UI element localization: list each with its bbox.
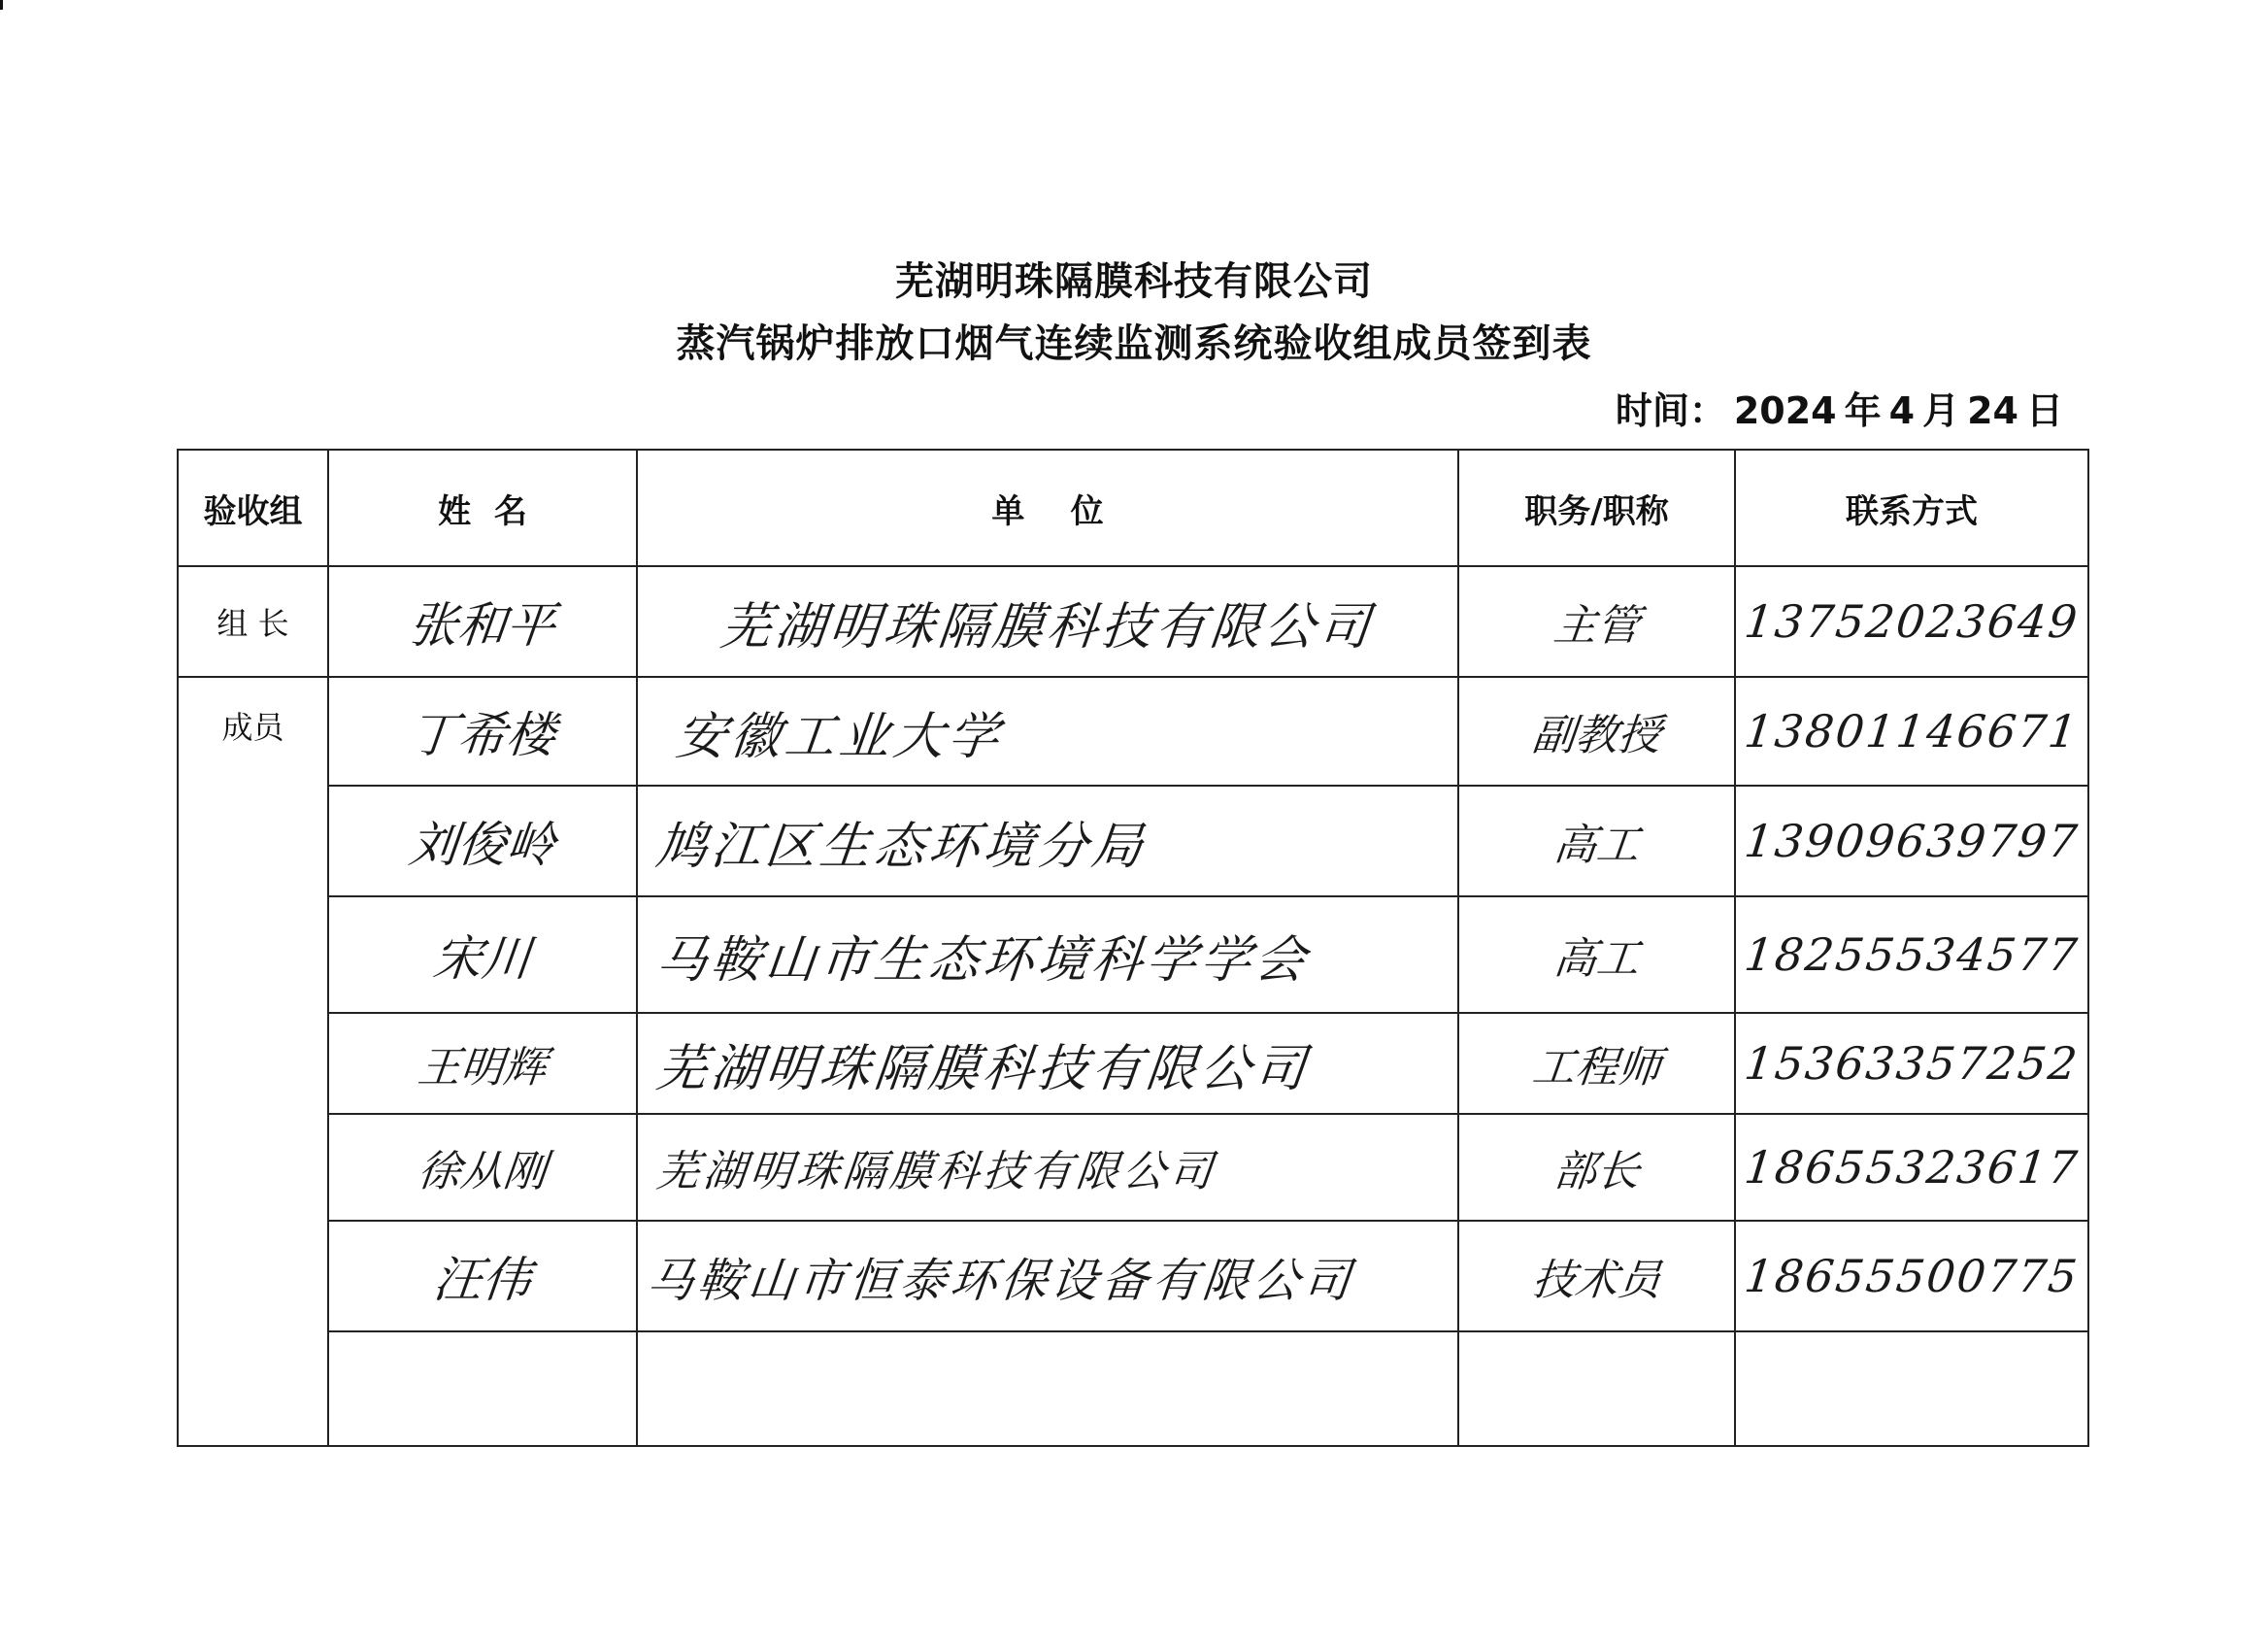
title-cell [1458,1221,1735,1331]
phone-cell [1735,1331,2088,1446]
col-header-name: 姓 名 [328,450,637,566]
date-month-unit: 月 [1922,389,1960,432]
phone-cell [1735,896,2088,1013]
table-row [178,1114,2088,1221]
date-label: 时间： [1615,389,1726,432]
table-row [178,896,2088,1013]
name-cell [328,566,637,677]
title-cell [1458,786,1735,896]
name-cell [328,896,637,1013]
unit-cell [637,1221,1458,1331]
signature-title: 工程师 [1529,1043,1663,1093]
date-day-unit: 日 [2025,389,2063,432]
phone-cell [1735,677,2088,786]
signature-unit: 芜湖明珠隔膜科技有限公司 [653,1147,1219,1196]
signature-name: 张和平 [406,597,558,654]
unit-cell [637,677,1458,786]
unit-cell [637,896,1458,1013]
name-cell [328,677,637,786]
signature-phone: 18655500775 [1742,1250,2082,1302]
unit-cell [637,566,1458,677]
title-cell [1458,896,1735,1013]
date-year-unit: 年 [1844,389,1882,432]
signature-phone: 18655323617 [1742,1141,2082,1194]
signature-title: 主管 [1551,601,1642,651]
signature-phone: 13801146671 [1742,705,2082,757]
title-cell [1458,1331,1735,1446]
phone-cell [1735,786,2088,896]
date-year: 2024 [1733,389,1837,432]
signature-name: 刘俊岭 [406,817,558,873]
signature-unit: 芜湖明珠隔膜科技有限公司 [653,1039,1313,1098]
table-row [178,677,2088,786]
date-day: 24 [1967,389,2018,432]
title-cell [1458,1013,1735,1114]
name-cell [328,1114,637,1221]
table-row [178,1013,2088,1114]
name-cell [328,786,637,896]
group-member-cell [178,677,328,1446]
title-cell [1458,566,1735,677]
sign-in-table [177,449,2089,1447]
signature-phone: 13752023649 [1742,595,2082,648]
signature-name: 丁希楼 [406,707,558,763]
table-row [178,786,2088,896]
signature-phone: 13909639797 [1742,815,2082,867]
table-row [178,566,2088,677]
table-header-row [178,450,2088,566]
signature-name: 王明辉 [415,1043,550,1093]
name-cell [328,1013,637,1114]
signature-title: 副教授 [1529,711,1663,760]
signature-name: 汪伟 [430,1252,534,1308]
signature-title: 技术员 [1529,1256,1663,1305]
group-leader-label: 组 长 [178,566,328,677]
unit-cell [637,1331,1458,1446]
date-line [1612,381,2067,434]
name-cell [328,1221,637,1331]
signature-title: 部长 [1551,1147,1642,1196]
title-cell [1458,1114,1735,1221]
signature-name: 宋川 [430,930,534,987]
signature-phone: 15363357252 [1742,1037,2082,1090]
signature-unit: 芜湖明珠隔膜科技有限公司 [717,597,1377,656]
signature-title: 高工 [1551,821,1642,870]
phone-cell [1735,566,2088,677]
phone-cell [1735,1013,2088,1114]
unit-cell [637,786,1458,896]
signature-name: 徐从刚 [415,1147,550,1196]
group-member-label: 成员 [221,709,284,746]
signature-title: 高工 [1551,934,1642,984]
col-header-group: 验收组 [178,450,328,566]
signature-phone: 18255534577 [1742,928,2082,981]
signature-unit: 鸠江区生态环境分局 [653,817,1150,876]
phone-cell [1735,1114,2088,1221]
col-header-unit: 单 位 [637,450,1458,566]
unit-cell [637,1114,1458,1221]
unit-cell [637,1013,1458,1114]
title-cell [1458,677,1735,786]
date-month: 4 [1888,389,1916,432]
col-header-contact: 联系方式 [1735,450,2088,566]
name-cell [328,1331,637,1446]
table-row [178,1331,2088,1446]
signature-unit: 马鞍山市生态环境科学学会 [653,930,1313,990]
form-title: 蒸汽锅炉排放口烟气连续监测系统验收组成员签到表 [676,321,1592,366]
scan-corner-mark [0,0,3,10]
table-row [178,1221,2088,1331]
signature-unit: 马鞍山市恒泰环保设备有限公司 [644,1253,1357,1308]
signature-unit: 安徽工业大学 [673,707,1006,766]
col-header-title: 职务/职称 [1458,450,1735,566]
phone-cell [1735,1221,2088,1331]
company-title: 芜湖明珠隔膜科技有限公司 [895,259,1373,304]
